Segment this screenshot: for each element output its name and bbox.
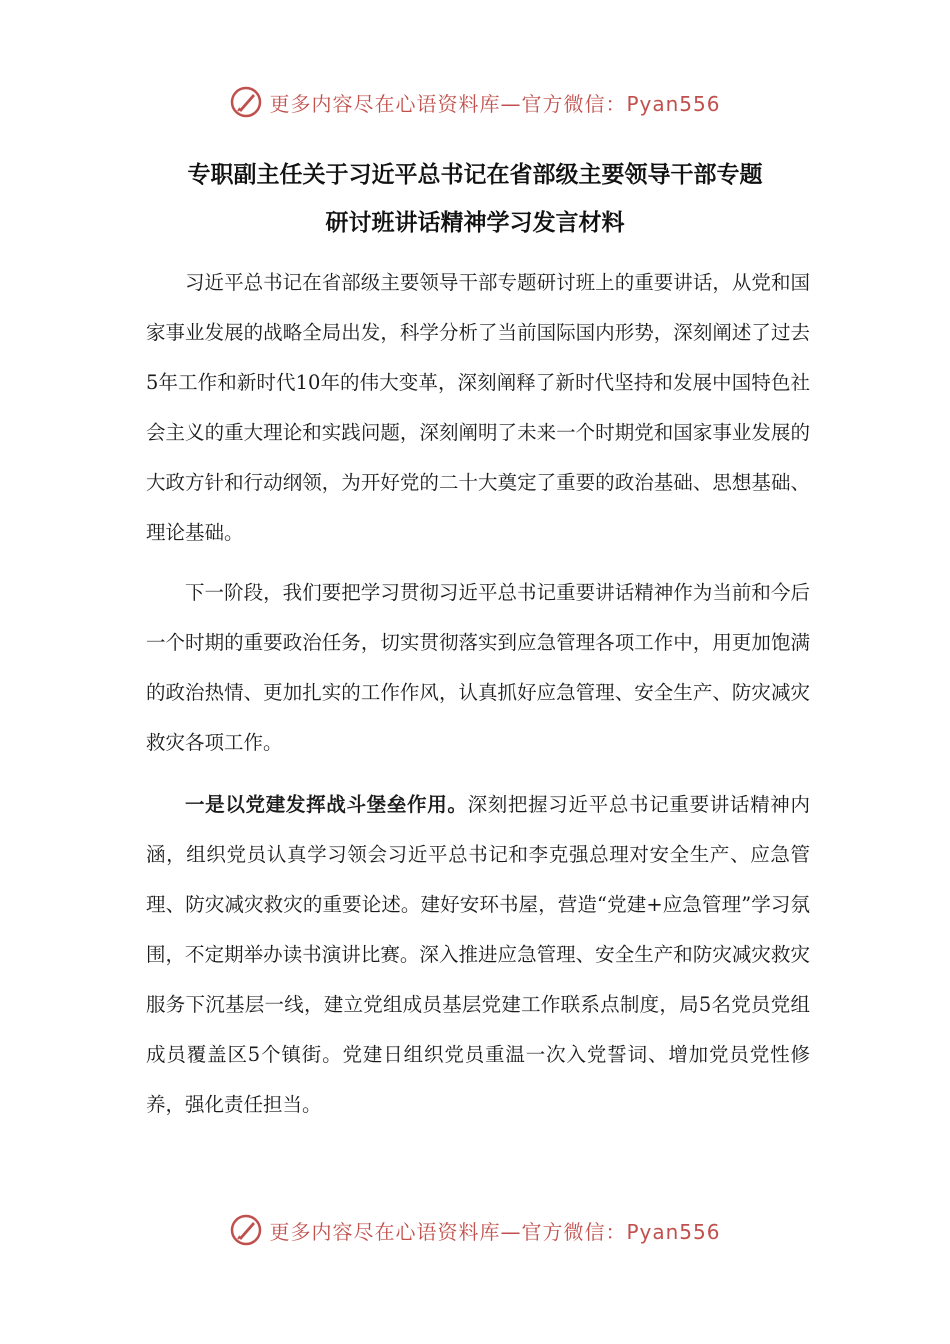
quill-logo-icon xyxy=(229,1213,263,1247)
paragraph-3 xyxy=(146,780,810,1130)
footer-banner xyxy=(0,1210,950,1250)
paragraph-1: 习近平总书记在省部级主要领导干部专题研讨班上的重要讲话，从党和国家事业发展的战略全局出发，科学分析了当前国际国内形势，深刻阐述了过去5年工作和新时代10年的伟大变革，深刻阐释了新时代坚持和发展中国特色社会主义的重大理论和实践问题，深刻阐明了未来一个时期党和国家事业发展的大政方针和行动纲领，为开好党的二十大奠定了重要的政治基础、思想基础、理论基础。 xyxy=(146,271,810,544)
document-title-line-1: 专职副主任关于习近平总书记在省部级主要领导干部专题 xyxy=(187,162,763,188)
footer-banner-text: 更多内容尽在心语资料库—官方微信：Pyan556 xyxy=(269,1219,721,1244)
document-title-line-2: 研讨班讲话精神学习发言材料 xyxy=(325,210,625,236)
header-banner-text: 更多内容尽在心语资料库—官方微信：Pyan556 xyxy=(269,91,721,116)
paragraph-3-lead: 一是以党建发挥战斗堡垒作用。 xyxy=(185,793,468,816)
quill-logo-icon xyxy=(229,85,263,119)
header-banner xyxy=(0,82,950,122)
paragraph-2: 下一阶段，我们要把学习贯彻习近平总书记重要讲话精神作为当前和今后一个时期的重要政治任务，切实贯彻落实到应急管理各项工作中，用更加饱满的政治热情、更加扎实的工作作风，认真抓好应急管理、安全生产、防灾减灾救灾各项工作。 xyxy=(146,581,810,754)
paragraph-3-body: 深刻把握习近平总书记重要讲话精神内涵，组织党员认真学习领会习近平总书记和李克强总理对安全生产、应急管理、防灾减灾救灾的重要论述。建好安环书屋，营造“党建+应急管理”学习氛围，不定期举办读书演讲比赛。深入推进应急管理、安全生产和防灾减灾救灾服务下沉基层一线，建立党组成员基层党建工作联系点制度，局5名党员党组成员覆盖区5个镇街。党建日组织党员重温一次入党誓词、增加党员党性修养，强化责任担当。 xyxy=(146,793,810,1116)
